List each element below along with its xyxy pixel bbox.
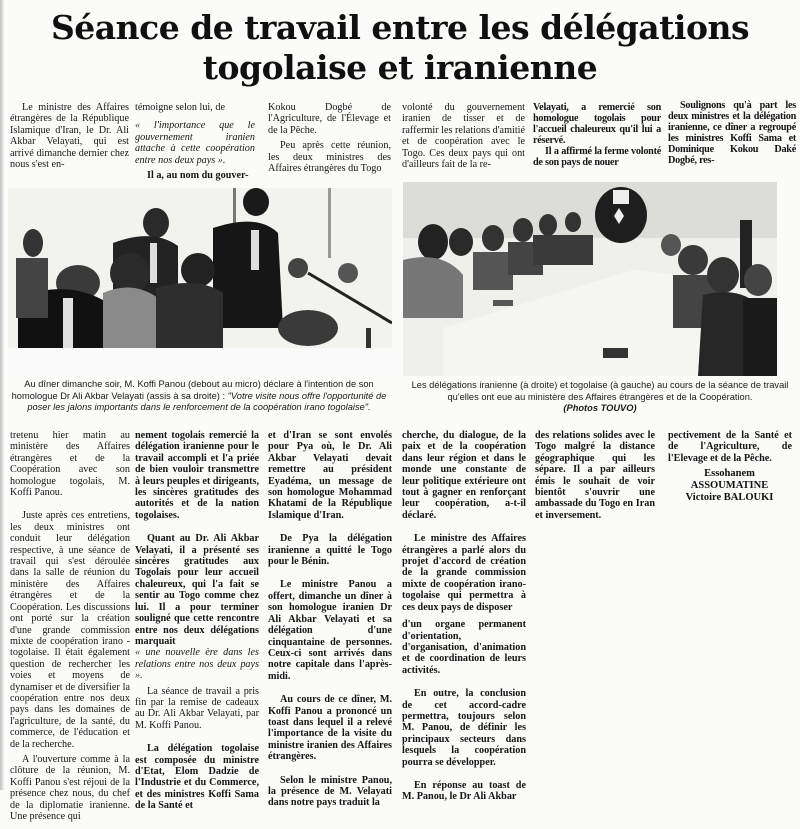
paragraph: et d'Iran se sont envolés pour Pya où, le Dr. Ali Akbar Velayati devait remettre au président Eyadéma, un message de son homologue Mohammad Khatami de la République Islamique d'Iran.: [268, 430, 392, 521]
top-column-3: [268, 102, 391, 181]
caption-text: Au dîner dimanche soir, M. Koffi Panou (debout au micro) déclare à l'intention de son homologue Dr Ali Akbar Velayati (assis à sa droite) :: [11, 379, 374, 401]
bottom-column-5: [535, 430, 655, 528]
headline-line-2: togolaise et iranienne: [202, 48, 598, 87]
paragraph: Kokou Dogbé de l'Agriculture, de l'Élevage et de la Pêche.: [268, 102, 391, 136]
quote-text: « l'importance que le gouvernement iranien attache à cette coopération entre nos deux pays ».: [135, 120, 255, 166]
author-first-name: Essohanem: [704, 468, 755, 479]
paragraph: tretenu hier matin au ministère des Affaires étrangères et de la Coopération avec son homologue togolais, M. Koffi Panou.: [10, 430, 130, 499]
bottom-column-4: [402, 430, 526, 810]
paragraph: La séance de travail a pris fin par la remise de cadeaux au Dr. Ali Akbar Velayati, par M. Koffi Panou.: [135, 685, 259, 731]
headline: [0, 8, 800, 88]
paragraph: Velayati, a remercié son homologue togolais pour l'accueil chaleureux qu'il lui a réservé.: [533, 102, 661, 146]
paragraph: des relations solides avec le Togo malgré la distance géographique qui les sépare. Il a par ailleurs émis le souhait de voir bientôt s'ouvrir une ambassade du Togo en Iran et inversement.: [535, 430, 655, 521]
byline: [662, 468, 797, 504]
paragraph: Selon le ministre Panou, la présence de M. Velayati dans notre pays traduit la: [268, 774, 392, 809]
paragraph: Il a affirmé la ferme volonté de son pays de nouer: [533, 146, 661, 168]
paragraph: A l'ouverture comme à la clôture de la réunion, M. Koffi Panou s'est réjoui de la présence chez nous, du chef de la diplomatie iranienne. Une présence qui: [10, 753, 130, 822]
caption-text: Les délégations iranienne (à droite) et togolaise (à gauche) au cours de la séance de travail qu'elles ont eue au ministère des Affaires étrangères et de la Coopération.: [411, 380, 789, 402]
bottom-column-6: [668, 430, 792, 471]
italic-quote: [135, 120, 255, 166]
top-column-5: [533, 102, 661, 175]
paragraph: Au cours de ce dîner, M. Koffi Panou a prononcé un toast dans lequel il a relevé l'importance de la visite du ministre iranien des Affaires étrangères.: [268, 694, 392, 763]
paragraph: Peu après cette réunion, les deux ministres des Affaires étrangères du Togo: [268, 140, 391, 175]
caption-quote: "Votre visite nous offre l'opportunité de poser les jalons importants dans le renforcement de la coopération irano togolaise".: [27, 390, 387, 412]
paragraph: Soulignons qu'à part les deux ministres et la délégation iranienne, ce dîner a regroupé les ministres Koffi Sama et Dominique Kokou Daké Dogbé, res-: [668, 100, 796, 166]
paragraph: Le ministre des Affaires étrangères a parlé alors du projet d'accord de création de la grande commission mixte de coopération irano-togolaise qui permettra à ces deux pays de disposer: [402, 533, 526, 613]
paragraph: Juste après ces entretiens, les deux ministres ont conduit leur délégation respective, à une séance de travail qui s'est déroulée dans la salle de réunion du ministère des Affaires étrangères et de la Coopération. Les discussions ont porté sur la création d'une grande commission mixte de coopération irano - togolaise. Il était également question de rechercher les voies et moyens de dynamiser et de diversifier la coopération entre nos deux pays dans les domaines de l'agriculture, de la santé, du commerce, de l'éducation et de la recherche.: [10, 510, 130, 750]
photo-working-session: [403, 182, 777, 376]
paragraph: En outre, la conclusion de cet accord-cadre permettra, toujours selon M. Panou, de définir les principaux secteurs dans lesquels la coopération pourra se développer.: [402, 688, 526, 768]
italic-quote: [135, 647, 259, 681]
top-column-2: [135, 102, 255, 188]
bottom-column-3: [268, 430, 392, 816]
paragraph: En réponse au toast de M. Panou, le Dr Ali Akbar: [402, 779, 526, 803]
second-author: Victoire BALOUKI: [685, 492, 774, 503]
quote-text: « une nouvelle ère dans les relations entre nos deux pays ».: [135, 647, 259, 682]
paragraph: Le ministre des Affaires étrangères de la République Islamique d'Iran, le Dr. Ali Akbar Velayati, qui est arrivé dimanche dernier chez nous s'est en-: [10, 102, 129, 171]
paragraph: pectivement de la Santé et de l'Agriculture, de l'Elevage et de la Pêche.: [668, 430, 792, 464]
paragraph: Quant au Dr. Ali Akbar Velayati, il a présenté ses sincères gratitudes aux Togolais pour leur accueil chaleureux, qui l'a fait se sentir au Togo comme chez lui. Il a pour terminer souligné que cette rencontre entre nos deux délégations marquait: [135, 533, 259, 647]
bottom-column-2: [135, 430, 259, 819]
paragraph: d'un organe permanent d'orientation, d'organisation, d'animation et de coordination de leurs activités.: [402, 619, 526, 676]
top-column-6: [668, 100, 796, 166]
paragraph: De Pya la délégation iranienne a quitté le Togo pour le Bénin.: [268, 533, 392, 568]
top-column-4: [402, 102, 525, 177]
photo-caption-left: [2, 379, 396, 414]
paragraph: nement togolais remercié la délégation iranienne pour le travail accompli et l'a priée de bien vouloir transmettre à leurs peuples et dirigeants, les sincères gratitudes des autorités et de la nation togolaises.: [135, 430, 259, 521]
paragraph: témoigne selon lui, de: [135, 102, 225, 113]
paragraph: volonté du gouvernement iranien de tisser et de raffermir les relations d'amitié et de coopération avec le Togo. Ces deux pays qui ont d'ailleurs fait de la re-: [402, 102, 526, 171]
headline-line-1: Séance de travail entre les délégations: [50, 8, 750, 47]
top-column-1: [10, 102, 129, 177]
paragraph: Le ministre Panou a offert, dimanche un dîner à son homologue iranien Dr Ali Akbar Velayati et sa délégation d'une cinquantaine de personnes. Ceux-ci sont arrivés dans notre capitale dans l'après-midi.: [268, 579, 392, 682]
photo-caption-right: [408, 380, 792, 415]
photo-dinner-speech: [8, 188, 392, 376]
author-last-name: ASSOUMATINE: [690, 480, 769, 491]
paragraph: cherche, du dialogue, de la paix et de la coopération dans leur région et dans le monde une constante de leur politique extérieure ont tout à gagner en renforçant leur coopération, a-t-il déclaré.: [402, 430, 526, 521]
paragraph: La délégation togolaise est composée du ministre d'Etat, Elom Dadzie de l'Industrie et du Commerce, et des ministres Koffi Sama de la Santé et: [135, 743, 259, 812]
photo-credit: (Photos TOUVO): [563, 403, 637, 413]
bottom-column-1: [10, 430, 130, 829]
paragraph: Il a, au nom du gouver-: [147, 170, 249, 182]
